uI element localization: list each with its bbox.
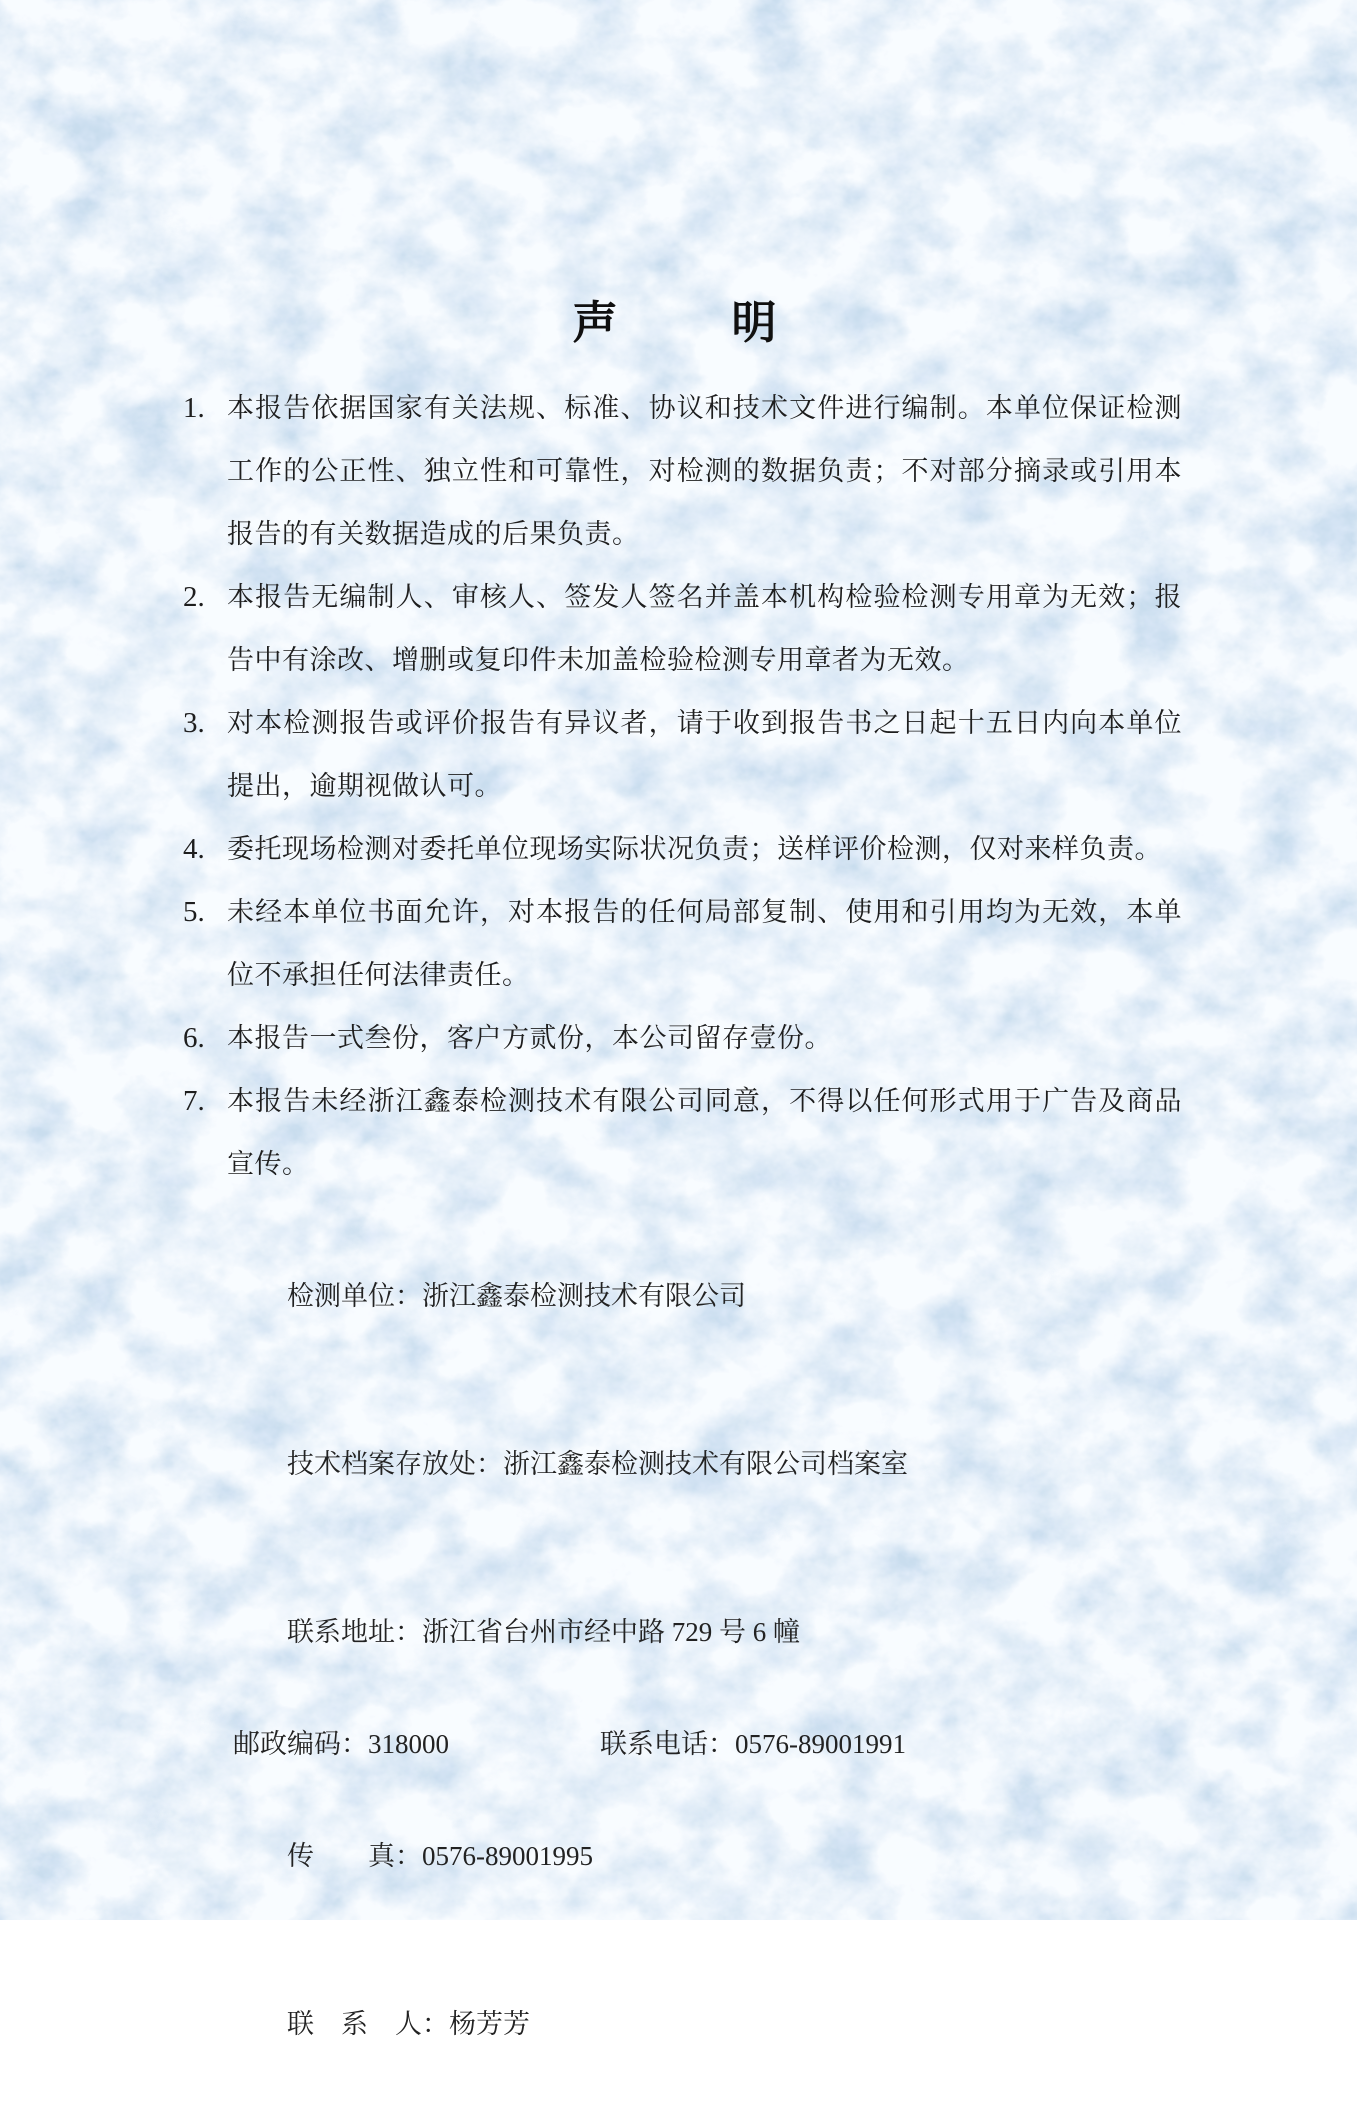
declaration-text: 委托现场检测对委托单位现场实际状况负责；送样评价检测，仅对来样负责。 xyxy=(227,834,1162,864)
contact-postcode-pair xyxy=(233,1716,600,1772)
contact-label: 联系地址： xyxy=(287,1617,422,1647)
contact-info-block xyxy=(233,1212,908,2108)
contact-label: 传 真： xyxy=(287,1841,422,1871)
declaration-item xyxy=(183,1070,1182,1196)
declaration-number: 6. xyxy=(183,1022,205,1054)
declaration-item xyxy=(183,566,1182,692)
declaration-text: 本报告一式叁份，客户方贰份，本公司留存壹份。 xyxy=(227,1023,832,1053)
contact-label: 联 系 人： xyxy=(287,2009,449,2039)
declaration-text: 对本检测报告或评价报告有异议者，请于收到报告书之日起十五日内向本单位提出，逾期视做认可。 xyxy=(227,708,1182,801)
contact-value: 浙江鑫泰检测技术有限公司 xyxy=(422,1281,746,1311)
declaration-number: 4. xyxy=(183,833,205,865)
declaration-text: 本报告依据国家有关法规、标准、协议和技术文件进行编制。本单位保证检测工作的公正性、独立性和可靠性，对检测的数据负责；不对部分摘录或引用本报告的有关数据造成的后果负责。 xyxy=(227,393,1182,549)
contact-row-postcode-phone xyxy=(233,1716,908,1772)
declaration-text: 未经本单位书面允许，对本报告的任何局部复制、使用和引用均为无效，本单位不承担任何法律责任。 xyxy=(227,897,1182,990)
contact-value: 0576-89001995 xyxy=(422,1841,593,1871)
contact-value: 浙江鑫泰检测技术有限公司档案室 xyxy=(503,1449,908,1479)
contact-value: 318000 xyxy=(368,1729,449,1759)
contact-row-fax xyxy=(233,1772,908,1940)
declaration-number: 2. xyxy=(183,581,205,613)
declaration-item xyxy=(183,818,1182,881)
contact-label: 检测单位： xyxy=(287,1281,422,1311)
contact-row-archive-location xyxy=(233,1380,908,1548)
declaration-item xyxy=(183,692,1182,818)
declaration-item xyxy=(183,1007,1182,1070)
contact-value: 杨芳芳 xyxy=(449,2009,530,2039)
contact-phone-pair xyxy=(600,1716,906,1772)
declaration-number: 7. xyxy=(183,1085,205,1117)
declaration-number: 5. xyxy=(183,896,205,928)
declarations-list xyxy=(183,377,1182,1196)
declaration-number: 3. xyxy=(183,707,205,739)
contact-value: 0576-89001991 xyxy=(735,1729,906,1759)
declaration-text: 本报告未经浙江鑫泰检测技术有限公司同意，不得以任何形式用于广告及商品宣传。 xyxy=(227,1086,1182,1179)
contact-label: 邮政编码： xyxy=(233,1729,368,1759)
declaration-number: 1. xyxy=(183,392,205,424)
contact-value: 浙江省台州市经中路 729 号 6 幢 xyxy=(422,1617,800,1647)
declaration-item xyxy=(183,377,1182,566)
contact-row-address xyxy=(233,1548,908,1716)
declaration-item xyxy=(183,881,1182,1007)
contact-row-testing-unit xyxy=(233,1212,908,1380)
declaration-text: 本报告无编制人、审核人、签发人签名并盖本机构检验检测专用章为无效；报告中有涂改、增删或复印件未加盖检验检测专用章者为无效。 xyxy=(227,582,1182,675)
contact-label: 技术档案存放处： xyxy=(287,1449,503,1479)
contact-row-contact-person xyxy=(233,1940,908,2108)
page-title: 声 明 xyxy=(572,297,785,348)
contact-label: 联系电话： xyxy=(600,1729,735,1759)
